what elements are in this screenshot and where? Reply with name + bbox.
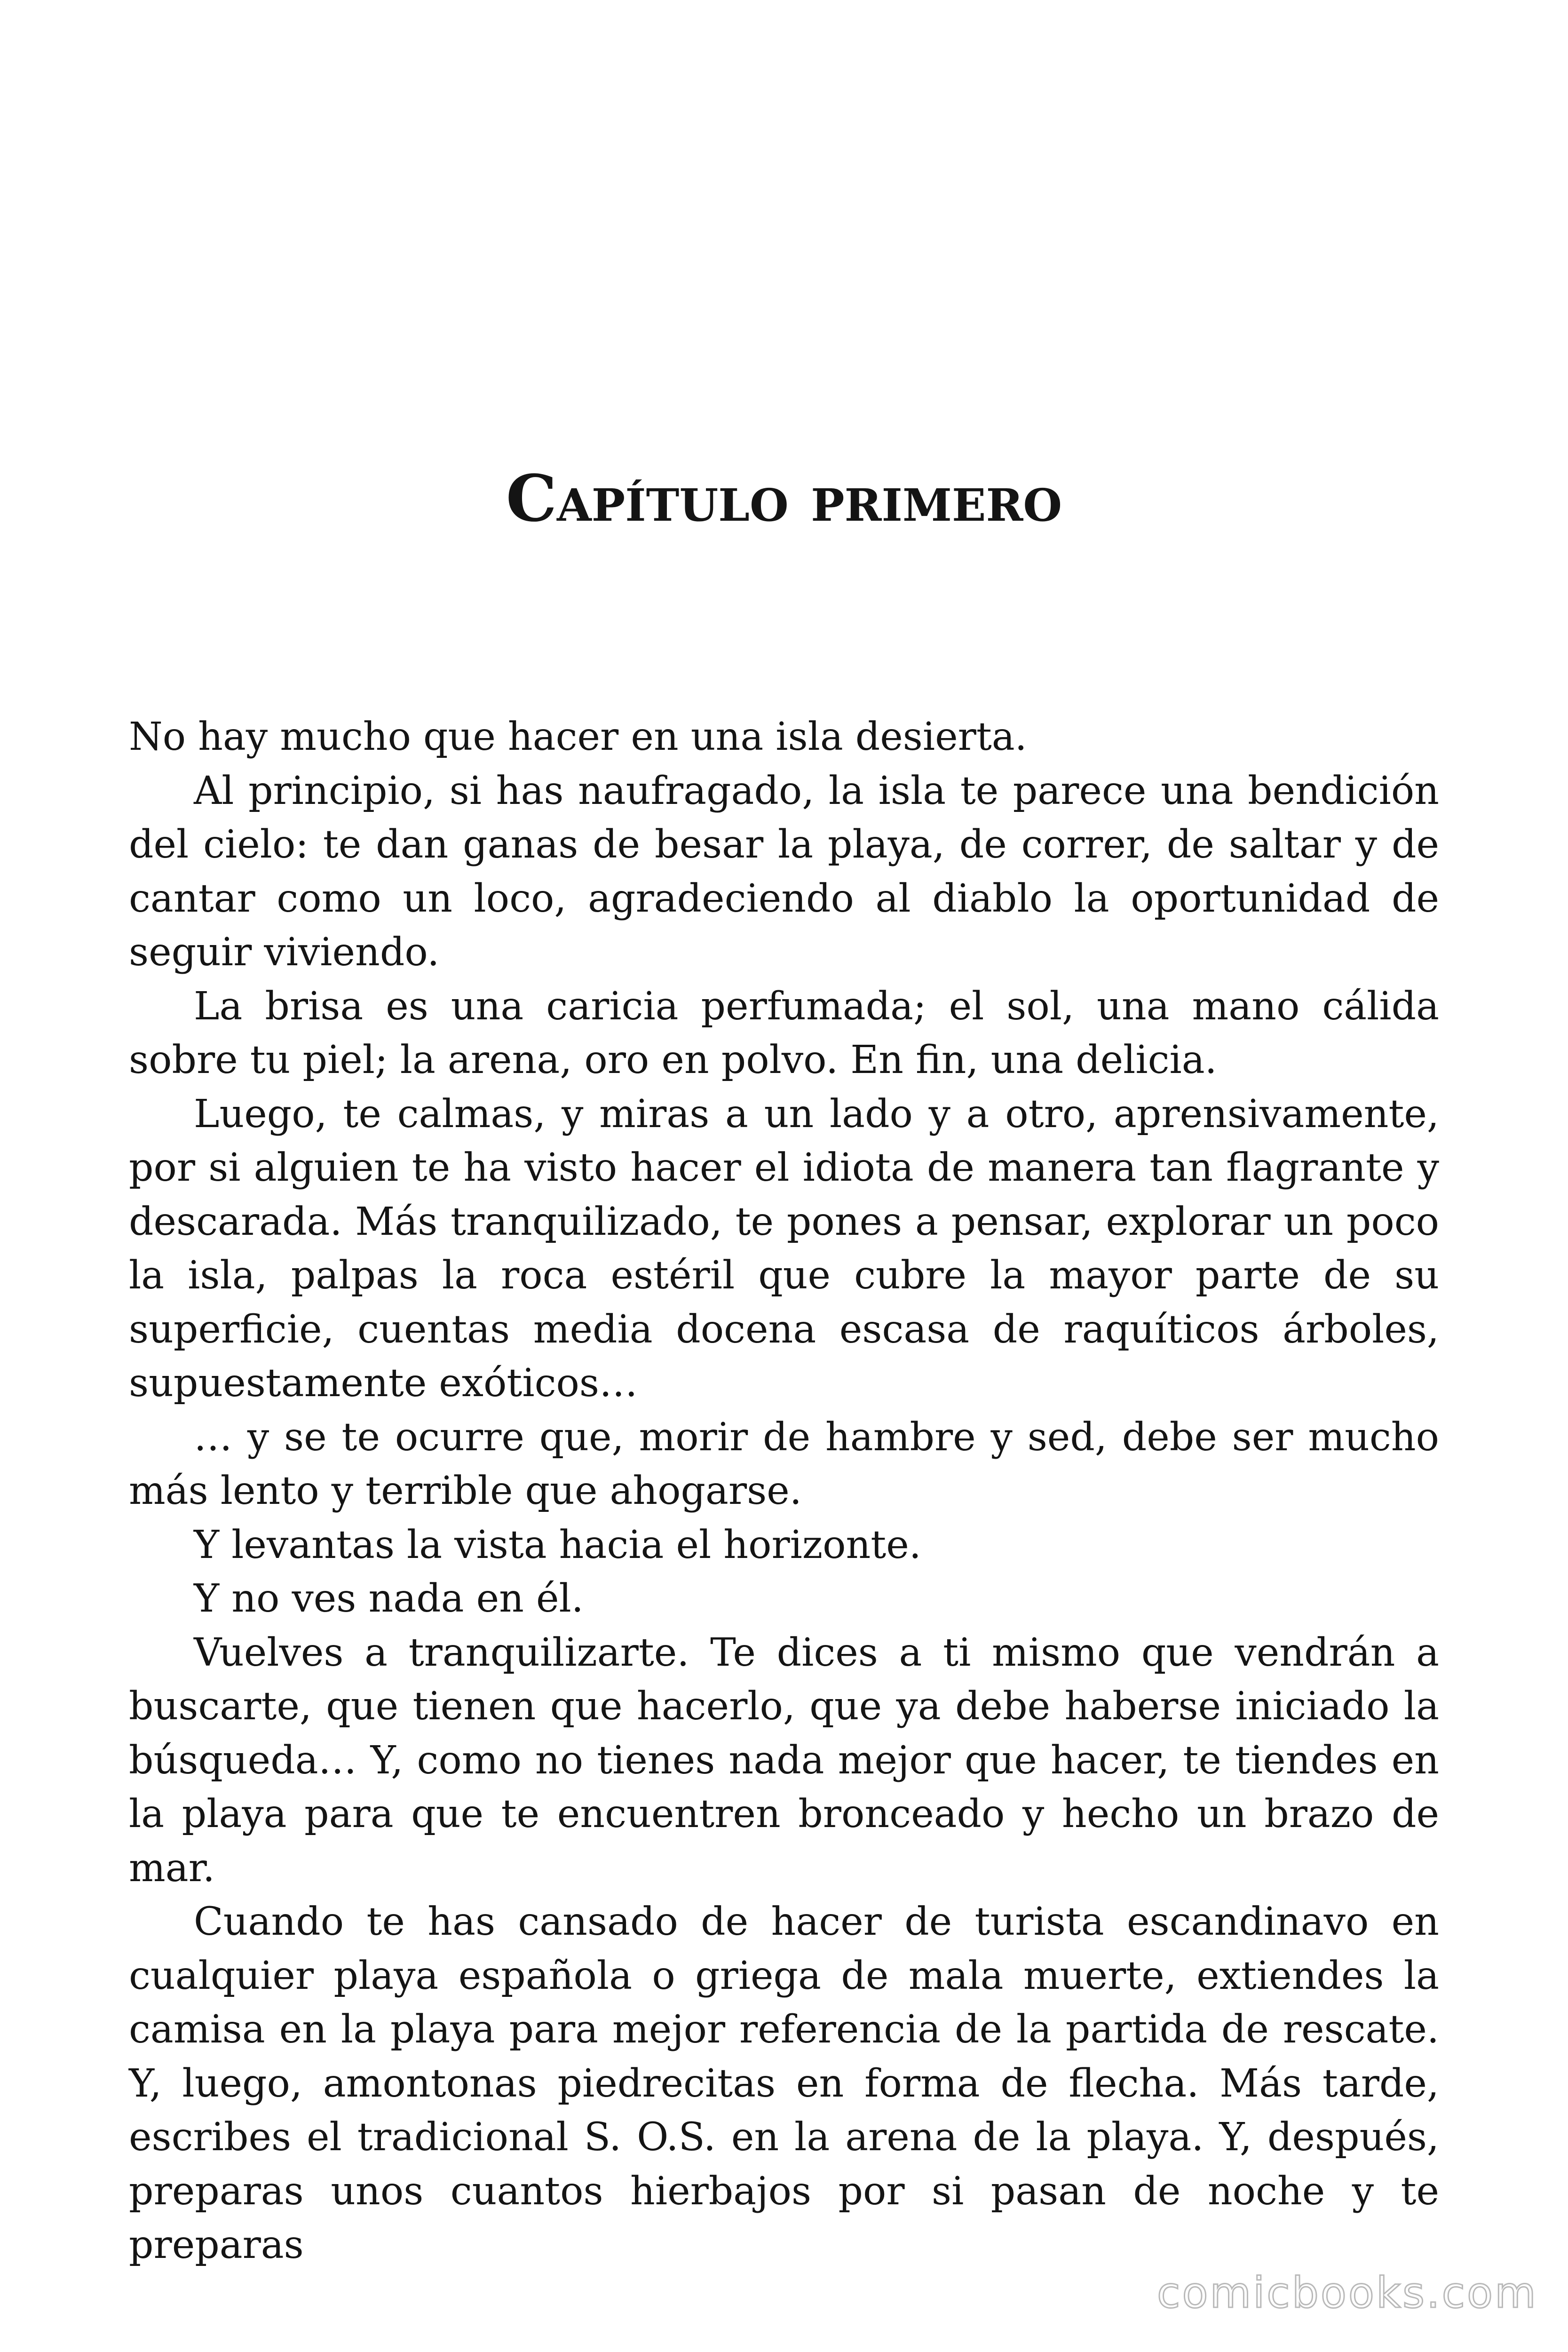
paragraph: No hay mucho que hacer en una isla desierta. [129, 715, 1027, 759]
paragraph: Luego, te calmas, y miras a un lado y a otro, aprensivamente, por si alguien te ha visto hacer el idiota de manera tan flagrante y descarada. Más tranquilizado, te pones a pensar, explorar un poco la isla, palpas la roca estéril que cubre la mayor parte de su superficie, cuentas media docena escasa de raquíticos árboles, supuestamente exóticos… [129, 1091, 1439, 1406]
watermark: comicbooks.com [1157, 2268, 1538, 2318]
paragraph: Y no ves nada en él. [194, 1576, 584, 1621]
paragraph: … y se te ocurre que, morir de hambre y sed, debe ser mucho más lento y terrible que ahogarse. [129, 1414, 1439, 1513]
body-text [129, 710, 1439, 2273]
paragraph: Cuando te has cansado de hacer de turista escandinavo en cualquier playa española o griega de mala muerte, extiendes la camisa en la playa para mejor referencia de la partida de rescate. Y, luego, amontonas piedrecitas en forma de flecha. Más tarde, escribes el tradicional S. O.S. en la arena de la playa. Y, después, preparas unos cuantos hierbajos por si pasan de noche y te preparas [129, 1899, 1439, 2267]
paragraph: Al principio, si has naufragado, la isla te parece una bendición del cielo: te dan ganas de besar la playa, de correr, de saltar y de cantar como un loco, agradeciendo al diablo la oportunidad de seguir viviendo. [129, 768, 1439, 975]
paragraph: Vuelves a tranquilizarte. Te dices a ti mismo que vendrán a buscarte, que tienen que hacerlo, que ya debe haberse iniciado la búsqueda… Y, como no tienes nada mejor que hacer, te tiendes en la playa para que te encuentren bronceado y hecho un brazo de mar. [129, 1630, 1439, 1891]
paragraph: La brisa es una caricia perfumada; el sol, una mano cálida sobre tu piel; la arena, oro en polvo. En fin, una delicia. [129, 984, 1439, 1082]
paragraph: Y levantas la vista hacia el horizonte. [194, 1522, 921, 1567]
chapter-title: Capítulo primero [506, 461, 1062, 536]
